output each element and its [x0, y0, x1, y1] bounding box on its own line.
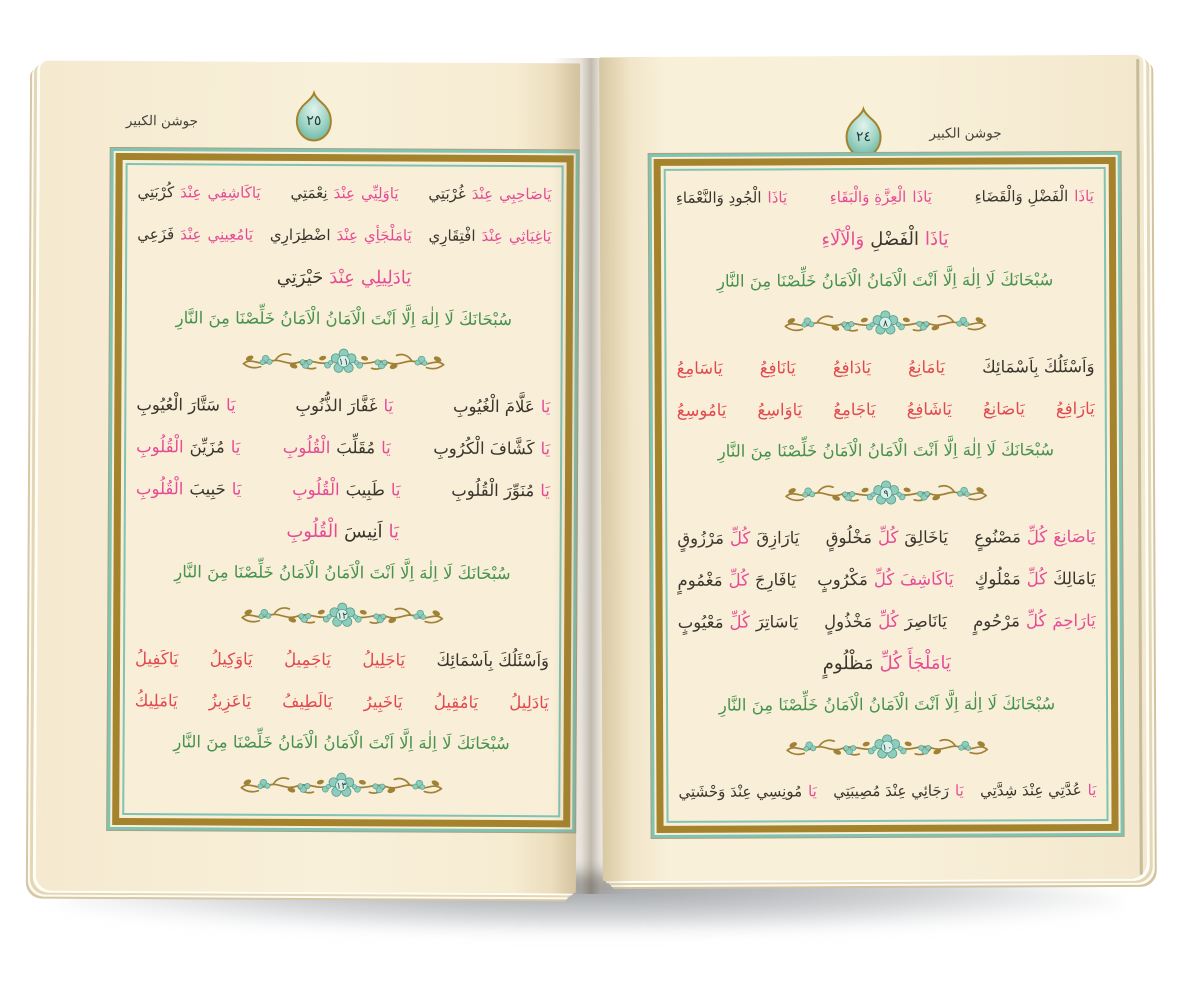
text-line — [136, 509, 550, 553]
tasbih-line — [678, 683, 1096, 725]
word: سُبْحَانَكَ لَا اِلٰهَ اِلَّا اَنْتَ الْاَمَانُ الْاَمَانُ خَلِّصْنَا مِنَ النَّارِ — [174, 561, 511, 583]
word: سُبْحَانَكَ لَا اِلٰهَ اِلَّا اَنْتَ الْاَمَانُ الْاَمَانُ خَلِّصْنَا مِنَ النَّارِ — [716, 269, 1054, 291]
book-page-right — [599, 55, 1147, 881]
phrase — [209, 691, 251, 710]
word: يَاوَلِيِّي — [360, 184, 399, 203]
phrase — [292, 479, 401, 499]
word: يَامَالِكَ — [1053, 568, 1096, 588]
word: يَاذَا — [1074, 187, 1094, 206]
text-line — [135, 637, 549, 681]
section-divider — [135, 591, 549, 639]
phrase — [975, 569, 1096, 589]
word: يَادَلِيلُ — [509, 692, 549, 712]
text-line — [676, 175, 1094, 219]
tasbih-line — [137, 297, 551, 339]
book-page-left — [36, 61, 580, 894]
word: يَاخَبِيرُ — [363, 691, 403, 711]
text-line — [677, 387, 1095, 431]
word: يَاجَلِيلُ — [362, 649, 406, 670]
word: مَكْرُوبٍ — [817, 569, 868, 589]
phrase — [833, 782, 964, 801]
phrase — [286, 520, 399, 542]
text-line — [677, 515, 1095, 559]
word: يَاكَاشِفَ — [900, 569, 954, 589]
text-line — [678, 769, 1096, 813]
word: سُبْحَانَكَ لَا اِلٰهَ اِلَّا اَنْتَ الْاَمَانُ الْاَمَانُ خَلِّصْنَا مِنَ النَّارِ — [717, 439, 1055, 461]
word: الْجُودِ وَالنَّعْمَاءِ — [675, 188, 762, 207]
word: سُبْحَانَكَ لَا اِلٰهَ اِلَّا اَنْتَ الْاَمَانُ الْاَمَانُ خَلِّصْنَا مِنَ النَّارِ — [718, 693, 1056, 715]
text-line — [136, 425, 550, 469]
word: كُلِّ — [879, 652, 902, 674]
phrase — [433, 438, 550, 458]
phrase — [135, 649, 178, 668]
word: يَا — [383, 395, 394, 415]
phrase — [277, 266, 412, 288]
word: كُلِّ — [1026, 568, 1048, 588]
text-line — [678, 641, 1096, 685]
phrase — [677, 400, 727, 419]
phrase — [677, 528, 799, 548]
phrase — [677, 358, 723, 377]
phrase — [908, 357, 945, 376]
phrase — [833, 358, 871, 377]
word: كُلِّ — [728, 570, 749, 590]
phrase — [453, 396, 550, 416]
word: يَاذَا — [912, 187, 932, 206]
word: يَا — [540, 480, 550, 500]
word: كُلِّ — [1025, 610, 1047, 630]
word: عِنْدَ — [333, 184, 356, 203]
word: مُونِسِي عِنْدَ وَحْشَتِي — [678, 782, 803, 801]
text-line — [136, 467, 550, 511]
word: عِنْدَ — [180, 183, 202, 202]
word: يَا — [954, 781, 964, 800]
word: مَغْمُومٍ — [677, 570, 723, 590]
text-line — [137, 213, 551, 257]
phrase — [677, 570, 796, 590]
word: يَا — [388, 520, 400, 542]
word: يَامَلِيكُ — [134, 690, 178, 710]
section-divider-ornament — [778, 476, 994, 509]
word: يَاسَاتِرَ — [755, 611, 799, 632]
tasbih-line — [677, 429, 1095, 471]
word: مَرْزُوقٍ — [677, 528, 725, 548]
word: مَخْلُوقٍ — [825, 527, 873, 547]
phrase — [833, 399, 876, 418]
phrase — [290, 184, 398, 203]
word: عِنْدَ — [329, 266, 355, 288]
word: فَزَعِي — [137, 225, 175, 244]
text-line — [137, 255, 551, 299]
word: يَا — [1087, 781, 1097, 800]
word: يَارَازِقَ — [756, 527, 800, 548]
text-line — [135, 679, 549, 723]
word: كُلِّ — [873, 569, 895, 589]
phrase — [362, 650, 405, 669]
word: غَفَّارَ الذُّنُوبِ — [295, 395, 378, 415]
word: حَيْرَتِي — [276, 266, 324, 288]
word: الْقُلُوبِ — [286, 520, 339, 542]
text-line — [678, 599, 1096, 643]
running-title: جوشن الكبير — [125, 113, 199, 130]
svg-text:١١: ١١ — [338, 356, 349, 368]
running-title: جوشن الكبير — [929, 125, 1002, 142]
word: يَاغِيَاثِي — [508, 227, 552, 246]
section-divider — [678, 723, 1096, 771]
text-line — [676, 217, 1094, 261]
word: مُزَيِّنَ — [189, 436, 225, 457]
tasbih-line — [135, 551, 549, 593]
word: مُنَوِّرَ الْقُلُوبِ — [451, 480, 535, 500]
word: يَادَافِعُ — [832, 357, 872, 377]
word: وَاَسْئَلُكَ بِاَسْمَائِكَ — [436, 650, 550, 670]
word: يَاجَمِيلُ — [284, 649, 332, 669]
word: يَالَطِيفُ — [282, 691, 333, 711]
word: رَجَائِي عِنْدَ مُصِيبَتِي — [833, 781, 950, 801]
phrase — [824, 611, 947, 631]
word: يَامُقِيلُ — [433, 692, 479, 712]
word: عُدَّتِي عِنْدَ شِدَّتِي — [980, 781, 1082, 800]
phrase — [678, 782, 816, 801]
word: يَا — [390, 479, 401, 499]
text-line — [677, 557, 1095, 601]
phrase — [1056, 399, 1095, 418]
phrase — [982, 357, 1095, 376]
word: يَارَاحِمَ — [1052, 610, 1096, 630]
phrase — [136, 437, 240, 457]
phrase — [830, 188, 932, 206]
word: يَاخَالِقَ — [904, 527, 949, 547]
word: يَا — [381, 437, 391, 457]
phrase — [136, 395, 235, 415]
page-number: ٢٤ — [855, 129, 872, 146]
phrase — [282, 691, 332, 710]
phrase — [757, 400, 802, 419]
word: مُقَلِّبَ — [336, 437, 376, 457]
tasbih-line — [135, 721, 549, 763]
word: كُلِّ — [878, 611, 899, 631]
section-divider-ornament — [777, 306, 993, 339]
word: يَاعَزِيزُ — [208, 690, 252, 711]
svg-text:١٢: ١٢ — [337, 610, 348, 622]
word: عَلَّامَ الْغُيُوبِ — [452, 396, 535, 416]
svg-text:٨: ٨ — [882, 318, 888, 330]
word: يَاوَاسِعُ — [757, 399, 803, 420]
phrase — [980, 781, 1096, 800]
word: يَا — [225, 395, 236, 415]
word: عِنْدَ — [471, 184, 494, 203]
word: سُبْحَانَكَ لَا اِلٰهَ اِلَّا اَنْتَ الْاَمَانُ الْاَمَانُ خَلِّصْنَا مِنَ النَّارِ — [173, 731, 510, 753]
word: عِنْدَ — [481, 226, 503, 246]
word: يَامُعِينِي — [207, 225, 254, 244]
word: يَا — [540, 396, 551, 416]
phrase — [364, 692, 403, 711]
word: يَا — [540, 438, 551, 458]
section-divider-ornament — [236, 345, 452, 378]
section-divider — [676, 299, 1094, 347]
word: كُلِّ — [877, 527, 899, 547]
word: مَعْيُوبٍ — [677, 612, 724, 632]
text-line — [136, 383, 550, 427]
section-divider — [677, 469, 1095, 517]
word: اَنِيسَ — [344, 520, 383, 542]
word: سَتَّارَ الْعُيُوبِ — [136, 394, 221, 415]
word: سُبْحَانَكَ لَا اِلٰهَ اِلَّا اَنْتَ الْاَمَانُ الْاَمَانُ خَلِّصْنَا مِنَ النَّارِ — [175, 307, 513, 329]
word: يَاسَامِعُ — [676, 358, 723, 378]
word: وَالْآلَاءِ — [821, 228, 865, 250]
decorative-frame — [122, 163, 563, 817]
word: يَانَاصِرَ — [904, 611, 948, 631]
tasbih-line — [676, 259, 1094, 301]
phrase — [437, 650, 550, 670]
phrase — [907, 399, 952, 418]
word: كُلِّ — [729, 612, 750, 632]
word: يَانَافِعُ — [759, 357, 796, 377]
word: وَاَسْئَلُكَ بِاَسْمَائِكَ — [982, 356, 1095, 377]
word: يَادَلِيلِي — [360, 266, 412, 289]
phrase — [823, 652, 951, 674]
svg-text:١٣: ١٣ — [336, 780, 347, 792]
phrase — [973, 611, 1096, 631]
word: افْتِقَارِي — [428, 226, 476, 245]
word: كُلِّ — [729, 528, 751, 548]
word: يَاكَفِيلُ — [134, 648, 179, 668]
word: كُرْبَتِي — [137, 183, 175, 202]
word: الْعِزَّةِ وَالْبَقَاءِ — [829, 187, 907, 207]
phrase — [284, 649, 331, 668]
text-line — [137, 171, 551, 215]
phrase — [975, 187, 1094, 206]
word: الْقُلُوبِ — [282, 437, 331, 457]
phrase — [428, 185, 551, 204]
word: طَبِيبَ — [345, 479, 385, 499]
word: نِعْمَتِي — [290, 183, 328, 203]
text-line — [676, 345, 1094, 389]
word: يَامُوسِعُ — [676, 400, 727, 420]
word: يَاذَا — [924, 228, 949, 250]
phrase — [434, 692, 478, 711]
word: يَا — [808, 782, 817, 801]
section-divider-ornament — [234, 599, 450, 632]
word: الْفَضْلِ وَالْقَضَاءِ — [974, 187, 1069, 206]
word: يَاصَاحِبِي — [499, 184, 552, 204]
word: عِنْدَ — [180, 225, 202, 244]
word: مَصْنُوعٍ — [974, 526, 1021, 547]
word: مَرْحُومٍ — [973, 610, 1020, 631]
section-divider — [134, 761, 548, 809]
word: مَظْلُومٍ — [822, 652, 874, 674]
word: كَشَّافَ الْكُرُوبِ — [433, 438, 535, 458]
phrase — [135, 691, 178, 710]
word: الْقُلُوبِ — [292, 479, 340, 499]
page-number-medallion — [842, 106, 884, 162]
page-lines — [134, 171, 551, 809]
word: يَاصَانِعَ — [1053, 526, 1096, 546]
phrase — [137, 183, 260, 202]
phrase — [137, 225, 253, 244]
word: كُلِّ — [1026, 526, 1048, 546]
phrase — [760, 358, 796, 377]
word: يَاكَاشِفِي — [207, 183, 261, 202]
word: الْقُلُوبِ — [135, 478, 184, 498]
word: يَاذَا — [767, 188, 788, 207]
word: حَبِيبَ — [189, 478, 226, 499]
phrase — [210, 649, 253, 668]
phrase — [295, 395, 393, 415]
section-divider-ornament — [779, 730, 995, 763]
phrase — [974, 527, 1095, 547]
page-lines — [676, 175, 1097, 815]
word: يَا — [230, 437, 241, 457]
word: يَامَلْجَأَ — [907, 652, 952, 674]
page-number-medallion — [293, 90, 335, 146]
word: يَارَافِعُ — [1055, 398, 1095, 418]
word: عِنْدَ — [336, 226, 358, 245]
phrase — [451, 480, 550, 500]
word: مَخْذُولٍ — [824, 611, 873, 631]
phrase — [817, 569, 953, 589]
section-divider — [136, 337, 550, 385]
svg-text:٩: ٩ — [883, 488, 889, 500]
word: يَامَانِعُ — [908, 357, 946, 377]
word: يَاوَكِيلُ — [209, 648, 253, 669]
word: يَاشَافِعُ — [906, 399, 952, 419]
phrase — [270, 226, 412, 245]
phrase — [983, 399, 1025, 418]
phrase — [428, 227, 551, 246]
word: يَامَلْجَأِي — [363, 226, 412, 245]
page-number: ٢٥ — [306, 112, 322, 130]
phrase — [676, 188, 787, 206]
section-divider-ornament — [233, 769, 449, 802]
word: مَمْلُوكٍ — [974, 568, 1021, 589]
svg-text:١٠: ١٠ — [882, 742, 893, 754]
phrase — [509, 693, 549, 712]
word: يَافَارِجَ — [754, 569, 797, 590]
word: يَاصَانِعُ — [982, 398, 1025, 419]
phrase — [826, 527, 948, 547]
word: الْفَضْلِ — [870, 228, 920, 250]
word: يَا — [231, 479, 242, 499]
word: اضْطِرَارِي — [269, 225, 331, 245]
phrase — [678, 612, 798, 632]
word: غُرْبَتِي — [428, 184, 466, 203]
decorative-frame — [664, 167, 1109, 823]
word: يَاجَامِعُ — [833, 399, 876, 419]
phrase — [821, 228, 948, 250]
word: الْقُلُوبِ — [136, 436, 184, 456]
phrase — [136, 479, 242, 499]
phrase — [283, 437, 391, 457]
